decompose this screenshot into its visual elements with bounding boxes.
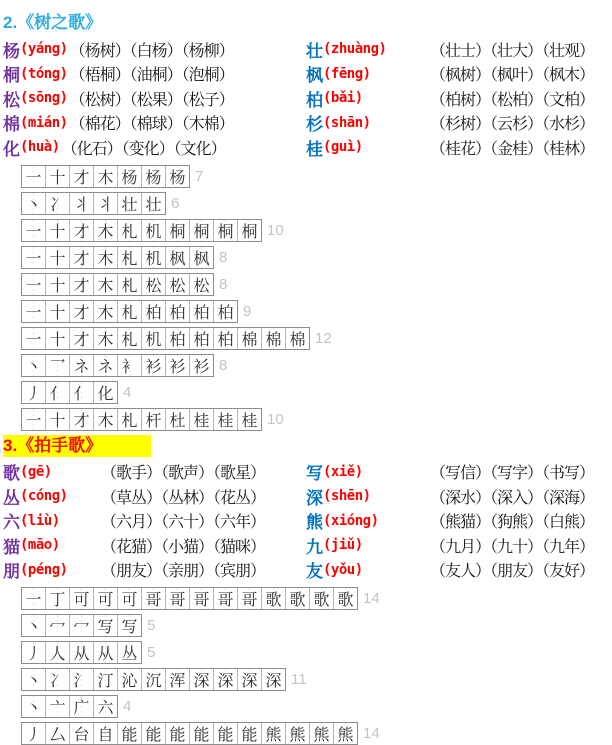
stroke-cell: 广 bbox=[70, 696, 94, 717]
head-character: 棉 bbox=[3, 115, 20, 135]
stroke-cell: 柏 bbox=[190, 328, 214, 349]
stroke-cell: 能 bbox=[190, 723, 214, 744]
example-words: （壮士）（壮大）（壮观） bbox=[430, 42, 595, 60]
word-entry bbox=[3, 37, 306, 62]
section-2-title: 2.《树之歌》 bbox=[3, 13, 103, 32]
word-entry bbox=[3, 459, 306, 484]
stroke-cells bbox=[21, 668, 286, 691]
stroke-count: 10 bbox=[267, 410, 284, 428]
example-words: （杨树）（白杨）（杨柳） bbox=[69, 42, 234, 60]
pinyin: (sōng) bbox=[20, 90, 68, 107]
stroke-cell: 丿 bbox=[22, 723, 46, 744]
section-2-word-list bbox=[3, 37, 612, 160]
stroke-cell: 能 bbox=[142, 723, 166, 744]
example-words: （化石）（变化）（文化） bbox=[61, 140, 226, 158]
head-character: 友 bbox=[306, 562, 323, 582]
stroke-cell: 能 bbox=[238, 723, 262, 744]
stroke-cell: 十 bbox=[46, 301, 70, 322]
stroke-cell: 一 bbox=[22, 166, 46, 187]
stroke-cell: 丶 bbox=[22, 615, 46, 636]
stroke-cell: 丬 bbox=[70, 193, 94, 214]
stroke-cell: 桐 bbox=[238, 220, 261, 241]
pinyin: (bǎi) bbox=[323, 90, 363, 107]
stroke-count: 14 bbox=[363, 590, 380, 607]
stroke-cells bbox=[21, 327, 310, 350]
stroke-cell: 丬 bbox=[94, 193, 118, 214]
stroke-cell: 才 bbox=[70, 328, 94, 349]
stroke-cell: 才 bbox=[70, 274, 94, 295]
stroke-cell: 一 bbox=[22, 588, 46, 609]
pinyin: (xiě) bbox=[323, 463, 363, 480]
stroke-cell: 歌 bbox=[310, 588, 334, 609]
head-character: 松 bbox=[3, 90, 20, 110]
stroke-cell: 沉 bbox=[142, 669, 166, 690]
stroke-cell: 哥 bbox=[238, 588, 262, 609]
pinyin: (yáng) bbox=[20, 41, 68, 58]
word-row bbox=[3, 509, 612, 534]
stroke-cell: 桂 bbox=[190, 409, 214, 430]
stroke-count: 5 bbox=[147, 644, 156, 661]
stroke-cell: 棉 bbox=[238, 328, 262, 349]
pinyin: (xióng) bbox=[323, 512, 379, 529]
head-character: 六 bbox=[3, 513, 20, 533]
stroke-cell: 丶 bbox=[22, 696, 46, 717]
head-character: 熊 bbox=[306, 513, 323, 533]
stroke-cell: 木 bbox=[94, 220, 118, 241]
stroke-cell: 杆 bbox=[142, 409, 166, 430]
word-row bbox=[3, 62, 612, 87]
stroke-cells bbox=[21, 722, 358, 745]
stroke-cell: 哥 bbox=[166, 588, 190, 609]
pinyin: (zhuàng) bbox=[323, 41, 387, 58]
stroke-cell: 柏 bbox=[142, 301, 166, 322]
stroke-cell: 松 bbox=[142, 274, 166, 295]
word-row bbox=[3, 484, 612, 509]
stroke-cell: 机 bbox=[142, 328, 166, 349]
stroke-cell: 机 bbox=[142, 247, 166, 268]
stroke-cell: 柏 bbox=[190, 301, 214, 322]
word-entry bbox=[306, 508, 612, 533]
stroke-cell: 一 bbox=[22, 274, 46, 295]
pinyin: (māo) bbox=[20, 537, 60, 554]
stroke-cell: 丶 bbox=[22, 193, 46, 214]
stroke-cells bbox=[21, 587, 358, 610]
stroke-grid-row bbox=[21, 300, 612, 323]
stroke-cell: 札 bbox=[118, 409, 142, 430]
stroke-cell: 十 bbox=[46, 409, 70, 430]
head-character: 歌 bbox=[3, 464, 20, 484]
stroke-cell: 熊 bbox=[286, 723, 310, 744]
word-entry bbox=[3, 557, 306, 582]
stroke-cell: 丁 bbox=[46, 588, 70, 609]
stroke-cell: 衫 bbox=[166, 355, 190, 376]
stroke-cell: 可 bbox=[118, 588, 142, 609]
stroke-cell: 柏 bbox=[166, 301, 190, 322]
word-entry bbox=[306, 37, 612, 62]
stroke-cell: 十 bbox=[46, 274, 70, 295]
word-entry bbox=[3, 86, 306, 111]
head-character: 柏 bbox=[306, 90, 323, 110]
stroke-cell: 札 bbox=[118, 247, 142, 268]
example-words: （枫树）（枫叶）（枫木） bbox=[430, 67, 595, 85]
word-entry bbox=[306, 135, 612, 160]
stroke-cell: 衤 bbox=[118, 355, 142, 376]
stroke-cell: 柏 bbox=[166, 328, 190, 349]
stroke-cell: 木 bbox=[94, 301, 118, 322]
stroke-cell: 从 bbox=[70, 642, 94, 663]
head-character: 杨 bbox=[3, 41, 20, 61]
section-3-title bbox=[3, 435, 612, 457]
stroke-cell: 熊 bbox=[262, 723, 286, 744]
stroke-cells bbox=[21, 192, 166, 215]
head-character: 深 bbox=[306, 488, 323, 508]
stroke-grid-row bbox=[21, 614, 612, 637]
stroke-grid-row bbox=[21, 192, 612, 215]
stroke-cell: 乛 bbox=[46, 355, 70, 376]
example-words: （梧桐）（油桐）（泡桐） bbox=[69, 67, 234, 85]
stroke-cell: 能 bbox=[118, 723, 142, 744]
stroke-cell: 冫 bbox=[46, 193, 70, 214]
stroke-cell: 台 bbox=[70, 723, 94, 744]
stroke-cell: ネ bbox=[94, 355, 118, 376]
stroke-cell: 一 bbox=[22, 409, 46, 430]
stroke-cell: 亻 bbox=[70, 382, 94, 403]
section-2-stroke-grids bbox=[21, 165, 612, 431]
stroke-cell: 汀 bbox=[94, 669, 118, 690]
stroke-grid-row bbox=[21, 354, 612, 377]
example-words: （熊猫）（狗熊）（白熊） bbox=[430, 514, 595, 532]
stroke-cell: 丶 bbox=[22, 355, 46, 376]
stroke-cell: 哥 bbox=[142, 588, 166, 609]
pinyin: (gē) bbox=[20, 463, 52, 480]
example-words: （写信）（写字）（书写） bbox=[430, 465, 595, 483]
stroke-cell: 冖 bbox=[70, 615, 94, 636]
stroke-cell: 深 bbox=[262, 669, 285, 690]
stroke-cell: 化 bbox=[94, 382, 117, 403]
stroke-cell: 枫 bbox=[190, 247, 213, 268]
stroke-cell: 一 bbox=[22, 301, 46, 322]
stroke-cell: 棉 bbox=[286, 328, 309, 349]
head-character: 化 bbox=[3, 139, 20, 159]
stroke-cell: 从 bbox=[94, 642, 118, 663]
stroke-cell: 冖 bbox=[46, 615, 70, 636]
example-words: （柏树）（松柏）（文柏） bbox=[430, 91, 595, 109]
example-words: （棉花）（棉球）（木棉） bbox=[69, 116, 234, 134]
stroke-cell: 歌 bbox=[334, 588, 357, 609]
stroke-cell: 柏 bbox=[214, 301, 237, 322]
example-words: （草丛）（丛林）（花丛） bbox=[101, 489, 266, 507]
word-entry bbox=[3, 61, 306, 86]
stroke-cell: 壮 bbox=[118, 193, 142, 214]
stroke-cell: 写 bbox=[94, 615, 118, 636]
pinyin: (fēng) bbox=[323, 65, 371, 82]
stroke-cell: 人 bbox=[46, 642, 70, 663]
stroke-grid-row bbox=[21, 587, 612, 610]
stroke-cell: 才 bbox=[70, 301, 94, 322]
stroke-cells bbox=[21, 408, 262, 431]
pinyin: (yǒu) bbox=[323, 561, 363, 578]
stroke-cell: 杨 bbox=[118, 166, 142, 187]
head-character: 桐 bbox=[3, 66, 20, 86]
example-words: （友人）（朋友）（友好） bbox=[430, 563, 595, 581]
stroke-cell: 木 bbox=[94, 409, 118, 430]
section-3-word-list bbox=[3, 460, 612, 583]
word-entry bbox=[306, 86, 612, 111]
stroke-count: 8 bbox=[219, 248, 228, 266]
stroke-cell: 松 bbox=[190, 274, 213, 295]
pinyin: (cóng) bbox=[20, 488, 68, 505]
stroke-count: 4 bbox=[123, 698, 132, 715]
word-entry bbox=[3, 533, 306, 558]
stroke-count: 7 bbox=[195, 167, 204, 185]
stroke-cells bbox=[21, 219, 262, 242]
stroke-cells bbox=[21, 354, 214, 377]
pinyin: (péng) bbox=[20, 561, 68, 578]
stroke-cell: 衫 bbox=[142, 355, 166, 376]
stroke-cells bbox=[21, 246, 214, 269]
stroke-cell: 杜 bbox=[166, 409, 190, 430]
pinyin: (huà) bbox=[20, 139, 60, 156]
stroke-cell: 木 bbox=[94, 328, 118, 349]
stroke-cell: 沁 bbox=[118, 669, 142, 690]
stroke-grid-row bbox=[21, 165, 612, 188]
stroke-cell: 十 bbox=[46, 328, 70, 349]
stroke-count: 8 bbox=[219, 356, 228, 374]
stroke-cell: 松 bbox=[166, 274, 190, 295]
example-words: （桂花）（金桂）（桂林） bbox=[430, 140, 595, 158]
stroke-cell: 一 bbox=[22, 220, 46, 241]
stroke-grid-row bbox=[21, 219, 612, 242]
stroke-cell: 枫 bbox=[166, 247, 190, 268]
stroke-cell: 哥 bbox=[214, 588, 238, 609]
stroke-cell: ネ bbox=[70, 355, 94, 376]
stroke-cell: 札 bbox=[118, 220, 142, 241]
example-words: （六月）（六十）（六年） bbox=[101, 514, 266, 532]
head-character: 写 bbox=[306, 464, 323, 484]
example-words: （九月）（九十）（九年） bbox=[430, 538, 595, 556]
head-character: 朋 bbox=[3, 562, 20, 582]
stroke-cell: 自 bbox=[94, 723, 118, 744]
stroke-cell: 浑 bbox=[166, 669, 190, 690]
stroke-cell: 机 bbox=[142, 220, 166, 241]
stroke-cell: 才 bbox=[70, 247, 94, 268]
stroke-cell: 哥 bbox=[190, 588, 214, 609]
stroke-cell: 丿 bbox=[22, 642, 46, 663]
stroke-cell: 木 bbox=[94, 166, 118, 187]
stroke-cells bbox=[21, 165, 190, 188]
stroke-cell: 熊 bbox=[310, 723, 334, 744]
stroke-count: 14 bbox=[363, 725, 380, 742]
stroke-grid-row bbox=[21, 327, 612, 350]
section-3-title-highlight: 3.《拍手歌》 bbox=[3, 435, 151, 457]
stroke-count: 10 bbox=[267, 221, 284, 239]
stroke-grid-row bbox=[21, 246, 612, 269]
stroke-grid-row bbox=[21, 668, 612, 691]
word-entry bbox=[306, 533, 612, 558]
stroke-cell: 札 bbox=[118, 328, 142, 349]
stroke-cell: 深 bbox=[190, 669, 214, 690]
stroke-cell: 札 bbox=[118, 301, 142, 322]
stroke-cell: 氵 bbox=[70, 669, 94, 690]
stroke-cell: 才 bbox=[70, 220, 94, 241]
example-words: （深水）（深入）（深海） bbox=[430, 489, 595, 507]
word-entry bbox=[3, 110, 306, 135]
stroke-cell: 歌 bbox=[262, 588, 286, 609]
stroke-cell: 桂 bbox=[214, 409, 238, 430]
word-entry bbox=[306, 61, 612, 86]
stroke-cell: 厶 bbox=[46, 723, 70, 744]
stroke-grid-row bbox=[21, 695, 612, 718]
example-words: （杉树）（云杉）（水杉） bbox=[430, 116, 595, 134]
pinyin: (mián) bbox=[20, 114, 68, 131]
stroke-cell: 能 bbox=[214, 723, 238, 744]
word-row bbox=[3, 460, 612, 485]
stroke-cell: 歌 bbox=[286, 588, 310, 609]
example-words: （松树）（松果）（松子） bbox=[69, 91, 234, 109]
stroke-cell: 熊 bbox=[334, 723, 357, 744]
stroke-cell: 桂 bbox=[238, 409, 261, 430]
word-entry bbox=[306, 110, 612, 135]
stroke-cells bbox=[21, 695, 118, 718]
head-character: 杉 bbox=[306, 115, 323, 135]
stroke-cell: 杨 bbox=[166, 166, 189, 187]
stroke-cell: 亻 bbox=[46, 382, 70, 403]
stroke-cell: 一 bbox=[22, 247, 46, 268]
stroke-cell: 壮 bbox=[142, 193, 165, 214]
stroke-cell: 十 bbox=[46, 247, 70, 268]
stroke-cells bbox=[21, 273, 214, 296]
stroke-cells bbox=[21, 300, 238, 323]
stroke-count: 9 bbox=[243, 302, 252, 320]
stroke-grid-row bbox=[21, 408, 612, 431]
stroke-cells bbox=[21, 381, 118, 404]
stroke-cell: 六 bbox=[94, 696, 117, 717]
word-row bbox=[3, 135, 612, 160]
stroke-cell: 一 bbox=[22, 328, 46, 349]
word-entry bbox=[3, 484, 306, 509]
stroke-cell: 杨 bbox=[142, 166, 166, 187]
word-row bbox=[3, 37, 612, 62]
stroke-grid-row bbox=[21, 273, 612, 296]
word-row bbox=[3, 86, 612, 111]
stroke-cells bbox=[21, 614, 142, 637]
word-row bbox=[3, 558, 612, 583]
example-words: （歌手）（歌声）（歌星） bbox=[101, 465, 266, 483]
head-character: 壮 bbox=[306, 41, 323, 61]
pinyin: (shān) bbox=[323, 114, 371, 131]
head-character: 丛 bbox=[3, 488, 20, 508]
stroke-cell: 棉 bbox=[262, 328, 286, 349]
stroke-count: 11 bbox=[291, 671, 307, 688]
section-3-stroke-grids bbox=[21, 587, 612, 745]
stroke-cells bbox=[21, 641, 142, 664]
stroke-count: 6 bbox=[171, 194, 180, 212]
stroke-grid-row bbox=[21, 641, 612, 664]
stroke-cell: 桐 bbox=[214, 220, 238, 241]
stroke-cell: 丿 bbox=[22, 382, 46, 403]
stroke-cell: 可 bbox=[70, 588, 94, 609]
stroke-cell: 深 bbox=[238, 669, 262, 690]
pinyin: (shēn) bbox=[323, 488, 371, 505]
example-words: （花猫）（小猫）（猫咪） bbox=[101, 538, 266, 556]
stroke-cell: 丶 bbox=[22, 669, 46, 690]
stroke-cell: 柏 bbox=[214, 328, 238, 349]
stroke-cell: 能 bbox=[166, 723, 190, 744]
word-entry bbox=[306, 557, 612, 582]
stroke-count: 12 bbox=[315, 329, 332, 347]
stroke-cell: 冫 bbox=[46, 669, 70, 690]
stroke-grid-row bbox=[21, 722, 612, 745]
stroke-cell: 丛 bbox=[118, 642, 141, 663]
stroke-cell: 衫 bbox=[190, 355, 213, 376]
stroke-count: 8 bbox=[219, 275, 228, 293]
stroke-count: 5 bbox=[147, 617, 156, 634]
stroke-cell: 桐 bbox=[166, 220, 190, 241]
stroke-cell: 可 bbox=[94, 588, 118, 609]
word-row bbox=[3, 533, 612, 558]
pinyin: (jiǔ) bbox=[323, 537, 363, 554]
pinyin: (tóng) bbox=[20, 65, 68, 82]
stroke-grid-row bbox=[21, 381, 612, 404]
stroke-cell: 才 bbox=[70, 409, 94, 430]
stroke-cell: 写 bbox=[118, 615, 141, 636]
stroke-cell: 札 bbox=[118, 274, 142, 295]
head-character: 桂 bbox=[306, 139, 323, 159]
stroke-cell: 十 bbox=[46, 220, 70, 241]
pinyin: (guì) bbox=[323, 139, 363, 156]
stroke-cell: 十 bbox=[46, 166, 70, 187]
head-character: 猫 bbox=[3, 537, 20, 557]
stroke-cell: 深 bbox=[214, 669, 238, 690]
stroke-cell: 木 bbox=[94, 274, 118, 295]
word-entry bbox=[306, 484, 612, 509]
word-entry bbox=[3, 135, 306, 160]
stroke-cell: 亠 bbox=[46, 696, 70, 717]
word-entry bbox=[3, 508, 306, 533]
pinyin: (liù) bbox=[20, 512, 60, 529]
head-character: 枫 bbox=[306, 66, 323, 86]
stroke-count: 4 bbox=[123, 383, 132, 401]
word-row bbox=[3, 111, 612, 136]
stroke-cell: 才 bbox=[70, 166, 94, 187]
example-words: （朋友）（亲朋）（宾朋） bbox=[101, 563, 266, 581]
head-character: 九 bbox=[306, 537, 323, 557]
stroke-cell: 桐 bbox=[190, 220, 214, 241]
word-entry bbox=[306, 459, 612, 484]
stroke-cell: 木 bbox=[94, 247, 118, 268]
